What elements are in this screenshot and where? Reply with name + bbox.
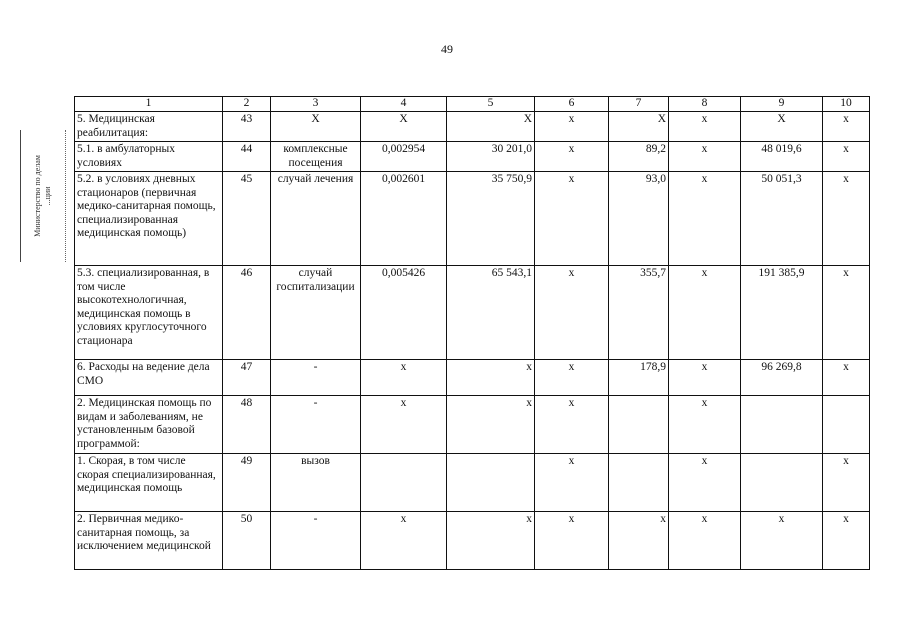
cell-col8: х [669,142,741,172]
table-row [75,396,870,454]
cell-unit: - [271,396,361,454]
cell-cost: х [447,512,535,570]
stamp-line-1: Министерство по делам [33,155,42,237]
cell-norm: 0,005426 [361,266,447,360]
cell-col7: 178,9 [609,360,669,396]
cell-name: 5.3. специализированная, в том числе высокотехнологичная, медицинская помощь в условиях круглосуточного стационара [75,266,223,360]
cell-norm: х [361,360,447,396]
cell-col6: х [535,266,609,360]
table-row [75,112,870,142]
column-number-10: 10 [823,97,870,112]
page-number: 49 [441,42,453,56]
cell-col8: х [669,512,741,570]
cell-number: 46 [223,266,271,360]
cell-unit: - [271,512,361,570]
cell-col8: х [669,112,741,142]
cell-norm [361,454,447,512]
cell-col6: х [535,396,609,454]
table-row [75,512,870,570]
cell-cost: 35 750,9 [447,172,535,266]
column-number-7: 7 [609,97,669,112]
cell-cost: х [447,396,535,454]
table-row [75,142,870,172]
data-table [74,96,870,570]
table-row [75,454,870,512]
cell-name: 1. Скорая, в том числе скорая специализированная, медицинская помощь [75,454,223,512]
cell-col10: х [823,360,870,396]
cell-unit: вызов [271,454,361,512]
cell-number: 47 [223,360,271,396]
cell-cost: Х [447,112,535,142]
cell-col6: х [535,454,609,512]
stamp-text [33,155,53,237]
cell-col7: 89,2 [609,142,669,172]
cell-number: 43 [223,112,271,142]
cell-col10: х [823,266,870,360]
side-stamp [20,130,66,262]
column-number-4: 4 [361,97,447,112]
cell-unit: случай лечения [271,172,361,266]
cell-norm: х [361,512,447,570]
cell-col9: 48 019,6 [741,142,823,172]
cell-col9 [741,454,823,512]
cell-unit: Х [271,112,361,142]
cell-col10: х [823,112,870,142]
cell-norm: Х [361,112,447,142]
table-row [75,172,870,266]
column-number-3: 3 [271,97,361,112]
cell-cost: х [447,360,535,396]
stamp-line-2: ...ции [43,186,52,206]
cell-col7 [609,396,669,454]
cell-col9: 50 051,3 [741,172,823,266]
cell-col7: Х [609,112,669,142]
cell-col10: х [823,172,870,266]
cell-name: 5. Медицинская реабилитация: [75,112,223,142]
cell-col7: х [609,512,669,570]
column-number-1: 1 [75,97,223,112]
cell-name: 5.1. в амбулаторных условиях [75,142,223,172]
cell-number: 44 [223,142,271,172]
cell-norm: х [361,396,447,454]
cell-name: 5.2. в условиях дневных стационаров (первичная медико-санитарная помощь, специализированная медицинская помощь) [75,172,223,266]
cell-norm: 0,002601 [361,172,447,266]
cell-cost: 65 543,1 [447,266,535,360]
cell-unit: - [271,360,361,396]
cell-col6: х [535,172,609,266]
cell-col6: х [535,512,609,570]
cell-col9: 96 269,8 [741,360,823,396]
column-number-9: 9 [741,97,823,112]
cell-col9: Х [741,112,823,142]
cell-col6: х [535,112,609,142]
cell-col10: х [823,454,870,512]
cell-number: 48 [223,396,271,454]
column-number-5: 5 [447,97,535,112]
cell-col8: х [669,266,741,360]
cell-number: 50 [223,512,271,570]
cell-col9 [741,396,823,454]
cell-unit: комплексные посещения [271,142,361,172]
cell-name: 2. Медицинская помощь по видам и заболеваниям, не установленным базовой программой: [75,396,223,454]
cell-col8: х [669,454,741,512]
table-row [75,360,870,396]
cell-col7: 355,7 [609,266,669,360]
cell-col10: х [823,512,870,570]
cell-col8: х [669,172,741,266]
header-row [75,97,870,112]
cell-col6: х [535,360,609,396]
cell-cost: 30 201,0 [447,142,535,172]
table-row [75,266,870,360]
cell-number: 45 [223,172,271,266]
cell-norm: 0,002954 [361,142,447,172]
cell-col6: х [535,142,609,172]
column-number-8: 8 [669,97,741,112]
cell-col7: 93,0 [609,172,669,266]
cell-name: 2. Первичная медико-санитарная помощь, за исключением медицинской [75,512,223,570]
cell-col7 [609,454,669,512]
cell-unit: случай госпитализации [271,266,361,360]
column-number-2: 2 [223,97,271,112]
cell-col10: х [823,142,870,172]
column-number-6: 6 [535,97,609,112]
cell-col8: х [669,396,741,454]
cell-cost [447,454,535,512]
cell-col10 [823,396,870,454]
cell-name: 6. Расходы на ведение дела СМО [75,360,223,396]
cell-col9: х [741,512,823,570]
cell-col9: 191 385,9 [741,266,823,360]
cell-number: 49 [223,454,271,512]
cell-col8: х [669,360,741,396]
